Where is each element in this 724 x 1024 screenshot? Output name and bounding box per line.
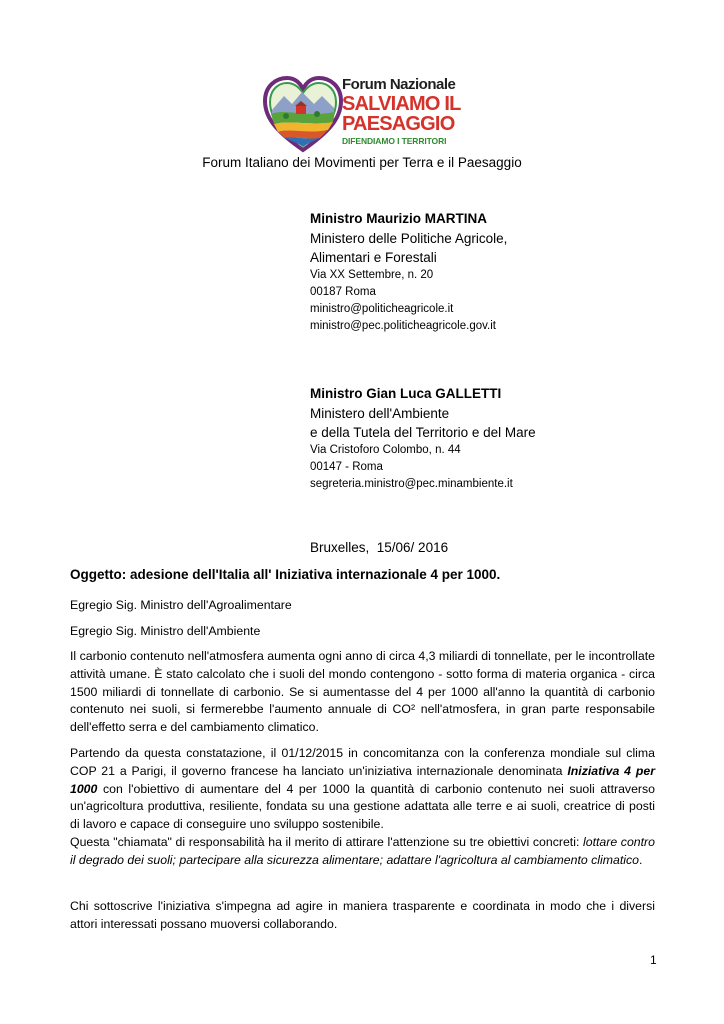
- initiative-name: Iniziativa 4 per 1000: [70, 763, 655, 796]
- paragraph-commitment: Chi sottoscrive l'iniziativa s'impegna ad agire in maniera trasparente e coordinata in modo che i diversi attori interessati possano muoversi collaborando.: [70, 899, 655, 931]
- heart-landscape-icon: [262, 74, 344, 154]
- subject-line: Oggetto: adesione dell'Italia all' Iniziativa internazionale 4 per 1000.: [70, 567, 501, 582]
- paragraph-text: Questa "chiamata" di responsabilità ha il merito di attirare l'attenzione su tre obiettivi concreti:: [70, 834, 583, 849]
- greeting-ambiente: Egregio Sig. Ministro dell'Ambiente: [70, 624, 261, 638]
- recipient-name: Ministro Maurizio MARTINA: [310, 211, 487, 226]
- recipient-block-galletti: [310, 384, 690, 493]
- logo-text-paesaggio: PAESAGGIO: [342, 113, 455, 135]
- recipient-block-martina: [310, 209, 690, 335]
- paragraph-text: Partendo da questa constatazione, il 01/12/2015 in concomitanza con la conferenza mondiale sul clima COP 21 a Parigi, il governo francese ha lanciato un'iniziativa internazionale denominata: [70, 746, 655, 778]
- recipient-street: Via XX Settembre, n. 20: [310, 269, 434, 281]
- forum-logo: [262, 74, 462, 156]
- logo-text-difendiamo: DIFENDIAMO I TERRITORI: [342, 136, 447, 146]
- recipient-ministry-line: e della Tutela del Territorio e del Mare: [310, 425, 536, 440]
- recipient-city: 00147 - Roma: [310, 461, 383, 473]
- paragraph-text: con l'obiettivo di aumentare del 4 per 1000 la quantità di carbonio contenuto nei suoli attraverso un'agricoltura produttiva, resiliente, fondata su una gestione adattata alle terre e ai suoli, creatrice di posti di lavoro e capace di conseguire uno sviluppo sostenibile.: [70, 781, 655, 832]
- recipient-ministry-line: Alimentari e Forestali: [310, 250, 437, 265]
- greeting-agroalimentare: Egregio Sig. Ministro dell'Agroalimentare: [70, 598, 292, 612]
- logo-text-salviamo: SALVIAMO IL: [342, 93, 461, 115]
- logo-text-forum: Forum Nazionale: [342, 76, 456, 93]
- paragraph-carbon: Il carbonio contenuto nell'atmosfera aumenta ogni anno di circa 4,3 miliardi di tonnellate, per le incontrollate attività umane. È stato calcolato che i suoli del mondo contengono - sotto forma di materia organica - circa 1500 miliardi di tonnellate di carbonio. Se si aumentasse del 4 per 1000 all'anno la quantità di carbonio contenuto nei suoli, si fermerebbe l'aumento annuale di CO² nell'atmosfera, in gran parte responsabile dell'effetto serra e del cambiamento climatico.: [70, 649, 655, 735]
- objectives-text: lottare contro il degrado dei suoli; partecipare alla sicurezza alimentare; adattare l'agricoltura al cambiamento climatico: [70, 834, 655, 867]
- recipient-email: segreteria.ministro@pec.minambiente.it: [310, 478, 513, 490]
- recipient-ministry-line: Ministero dell'Ambiente: [310, 406, 450, 421]
- recipient-email: ministro@pec.politicheagricole.gov.it: [310, 320, 496, 332]
- recipient-street: Via Cristoforo Colombo, n. 44: [310, 444, 461, 456]
- recipient-email: ministro@politicheagricole.it: [310, 303, 454, 315]
- recipient-city: 00187 Roma: [310, 286, 376, 298]
- recipient-name: Ministro Gian Luca GALLETTI: [310, 386, 502, 401]
- recipient-ministry-line: Ministero delle Politiche Agricole,: [310, 231, 508, 246]
- page-number: 1: [650, 953, 657, 967]
- paragraph-initiative: [70, 745, 655, 870]
- forum-subtitle: Forum Italiano dei Movimenti per Terra e il Paesaggio: [202, 155, 522, 170]
- paragraph-text: .: [638, 852, 643, 867]
- date-line: Bruxelles, 15/06/ 2016: [310, 540, 449, 555]
